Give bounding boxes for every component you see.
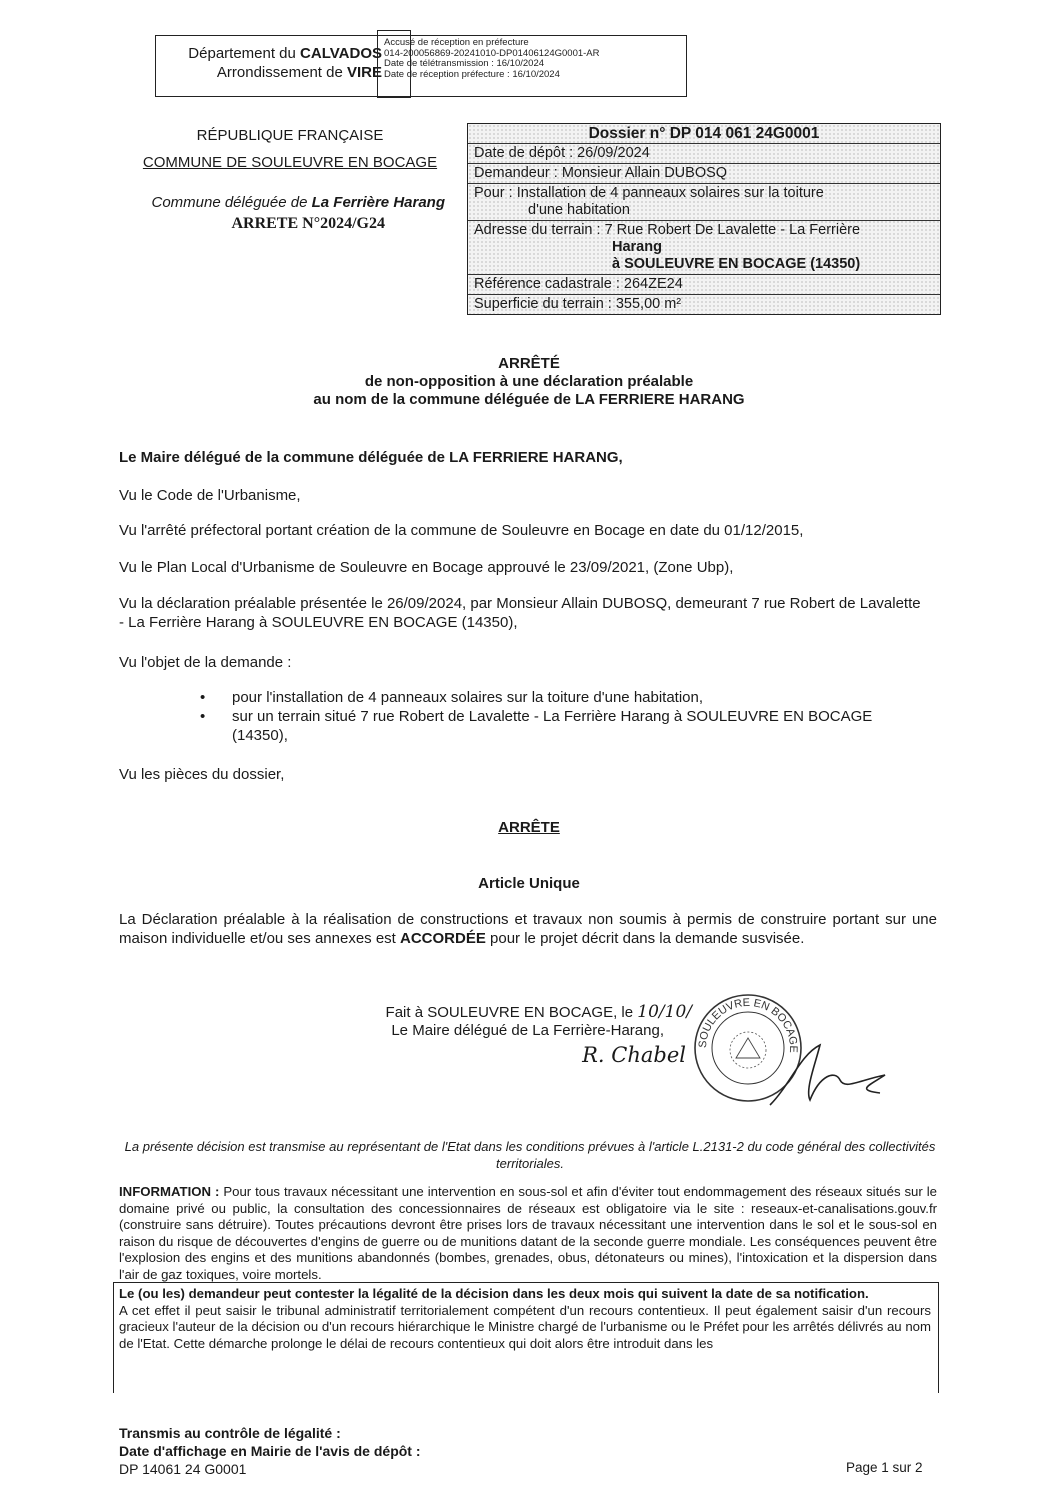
commune-deleguee [100,194,445,211]
decision-accordee: ACCORDÉE [400,930,486,947]
vu-declaration: Vu la déclaration préalable présentée le 26/09/2024, par Monsieur Allain DUBOSQ, demeurant 7 rue Robert de Lavalette - La Ferrière Harang à SOULEUVRE EN BOCAGE (14350), [119,595,921,631]
arrete-title [0,355,1058,409]
fait-a: Fait à SOULEUVRE EN BOCAGE, le [385,1004,634,1021]
decision-text-before: La Déclaration préalable à la réalisation de constructions et travaux non soumis à permis de construire portant sur une maison individuelle et/ou ses annexes est [119,911,937,947]
commune-heading: COMMUNE DE SOULEUVRE EN BOCAGE [142,154,438,171]
page-number: Page 1 sur 2 [846,1460,923,1475]
dossier-adresse-line1: Adresse du terrain : 7 Rue Robert De Lavalette - La Ferrière [474,222,861,238]
dossier-superficie: Superficie du terrain : 355,00 m² [474,296,682,312]
receipt-line: Date de télétransmission : 16/10/2024 [384,58,545,70]
vu-arrete-prefectoral: Vu l'arrêté préfectoral portant création de la commune de Souleuvre en Bocage en date du 01/12/2015, [119,522,804,539]
signature-block [300,1002,692,1067]
article-unique-heading: Article Unique [478,875,580,892]
transmission-note: La présente décision est transmise au représentant de l'Etat dans les conditions prévues à l'article L.2131-2 du code général des collectivités territoriales. [124,1139,936,1171]
pen-signature [760,1035,900,1115]
dossier-box [467,123,941,315]
vu-objet: Vu l'objet de la demande : [119,654,292,671]
departement-prefix: Département du [188,45,296,62]
dossier-adresse [468,221,940,275]
dossier-cadastre: Référence cadastrale : 264ZE24 [468,275,940,295]
arrete-heading: ARRÊTE [498,819,560,836]
maire-delegue-line: Le Maire délégué de la commune déléguée de LA FERRIERE HARANG, [119,449,623,466]
footer-block [119,1424,421,1478]
arrondissement-prefix: Arrondissement de [216,64,343,81]
arrete-title-line3: au nom de la commune déléguée de LA FERRIERE HARANG [313,391,745,408]
footer-transmis: Transmis au contrôle de légalité : [119,1425,341,1441]
information-block [119,1184,937,1284]
recours-block [119,1286,931,1352]
deleguee-name: La Ferrière Harang [311,194,445,211]
arrondissement-name: VIRE [346,64,382,81]
dossier-adresse-line3: à SOULEUVRE EN BOCAGE (14350) [612,256,861,272]
receipt-line: 014-200056869-20241010-DP01406124G0001-AR [384,47,600,59]
departement-name: CALVADOS [300,45,382,62]
recours-heading: Le (ou les) demandeur peut contester la légalité de la décision dans les deux mois qui suivent la date de sa notification. [119,1286,869,1301]
header-departement [160,44,382,82]
republique-heading: RÉPUBLIQUE FRANÇAISE [196,127,384,144]
objet-list [200,688,930,745]
list-item: • sur un terrain situé 7 rue Robert de Lavalette - La Ferrière Harang à SOULEUVRE EN BOCAGE (14350), [200,707,930,745]
dossier-objet-line2: d'une habitation [528,202,630,218]
deleguee-prefix: Commune déléguée de [151,194,308,211]
decision-text-after: pour le projet décrit dans la demande susvisée. [490,930,805,947]
receipt-line: Date de réception préfecture : 16/10/2024 [384,68,560,80]
dossier-demandeur: Demandeur : Monsieur Allain DUBOSQ [468,164,940,184]
footer-affichage: Date d'affichage en Mairie de l'avis de dépôt : [119,1443,421,1459]
decision-paragraph [119,910,937,948]
vu-plu: Vu le Plan Local d'Urbanisme de Souleuvre en Bocage approuvé le 23/09/2021, (Zone Ubp), [119,559,734,576]
dossier-adresse-line2: Harang [612,239,662,255]
vu-code-urbanisme: Vu le Code de l'Urbanisme, [119,487,301,504]
arrete-title-line1: ARRÊTÉ [498,355,560,372]
handwritten-name: R. Chabel [582,1043,686,1067]
arrete-number: ARRETE N°2024/G24 [231,215,385,232]
receipt-line: Accusé de réception en préfecture [384,37,529,48]
dossier-title: Dossier n° DP 014 061 24G0001 [468,124,940,144]
arrete-title-line2: de non-opposition à une déclaration préalable [364,373,694,390]
receipt-stamp [384,38,600,80]
information-label: INFORMATION : [119,1184,220,1199]
seal-text: SOULEUVRE EN BOCAGE [696,996,800,1053]
maire-title: Le Maire délégué de La Ferrière-Harang, [391,1022,664,1039]
list-item: • pour l'installation de 4 panneaux solaires sur la toiture d'une habitation, [200,688,930,707]
recours-text: A cet effet il peut saisir le tribunal administratif territorialement compétent d'un recours contentieux. Il peut également saisir d'un recours gracieux l'auteur de la décision ou d'un recours hiérarchique le Ministre chargé de l'urbanisme ou le Préfet pour les arrêtés délivrés au nom de l'Etat. Cette démarche prolonge le délai de recours contentieux qui doit alors être introduit dans les [119,1302,931,1351]
dossier-objet [468,184,940,221]
dossier-date-depot: Date de dépôt : 26/09/2024 [468,144,940,164]
dossier-objet-line1: Pour : Installation de 4 panneaux solaires sur la toiture [474,185,824,201]
information-text: Pour tous travaux nécessitant une intervention en sous-sol et afin d'éviter tout endommagement des réseaux situés sur le domaine privé ou public, la consultation des concessionnaires de réseaux est obligatoire via le site : reseaux-et-canalisations.gouv.fr (construire sans détruire). Toutes précautions devront être prises lors de travaux nécessitant une intervention dans le sol et le sous-sol en raison du risque de découvertes d'engins de guerre ou de munitions datant de la seconde guerre mondiale. Les conséquences peuvent être l'explosion des engins et des munitions abandonnés (bombes, grenades, obus, détonateurs ou mines), l'intoxication et la dispersion dans l'air de gaz toxiques, voire mortels. [119,1184,937,1282]
handwritten-date: 10/10/ [637,1002,692,1022]
vu-pieces: Vu les pièces du dossier, [119,766,285,783]
footer-reference: DP 14061 24 G0001 [119,1461,247,1477]
